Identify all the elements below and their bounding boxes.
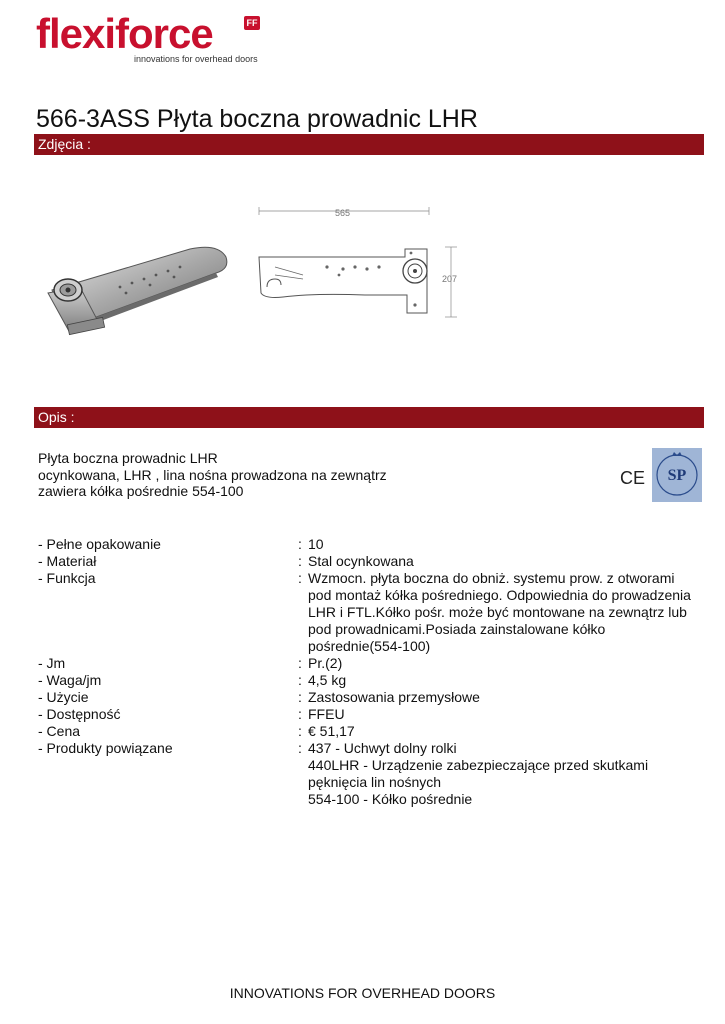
spec-label: - Funkcja [38, 570, 96, 586]
section-bar-photos: Zdjęcia : [34, 134, 704, 155]
spec-value: pod montaż kółka pośredniego. Odpowiednia do prowadzenia [308, 587, 691, 603]
spec-value: FFEU [308, 706, 345, 722]
spec-row: - Cena : € 51,17 [38, 723, 355, 739]
spec-row: - Pełne opakowanie : 10 [38, 536, 324, 552]
spec-value: pod prowadnicami.Posiada zainstalowane kółko [308, 621, 606, 637]
certification-marks [620, 448, 702, 502]
spec-row: - Waga/jm : 4,5 kg [38, 672, 347, 688]
spec-value: 437 - Uchwyt dolny rolki [308, 740, 457, 756]
spec-value: 10 [308, 536, 324, 552]
technical-drawing [255, 175, 465, 345]
spec-value: LHR i FTL.Kółko pośr. może być montowane na zewnątrz lub [308, 604, 687, 620]
description [38, 450, 387, 500]
brand-tagline: innovations for overhead doors [134, 54, 258, 64]
description-line: zawiera kółka pośrednie 554-100 [38, 483, 244, 499]
spec-table [38, 536, 708, 808]
sp-mark-icon: SP [667, 467, 687, 484]
brand-name: flexiforce [36, 10, 213, 57]
spec-value: Zastosowania przemysłowe [308, 689, 480, 705]
spec-row: - Użycie : Zastosowania przemysłowe [38, 689, 480, 705]
product-photo [40, 235, 240, 345]
drawing-width-dim: 565 [335, 208, 351, 218]
spec-label: - Jm [38, 655, 66, 671]
page-title: 566-3ASS Płyta boczna prowadnic LHR [36, 105, 478, 133]
spec-value: 440LHR - Urządzenie zabezpieczające przed skutkami [308, 757, 649, 773]
drawing-height-dim: 207 [442, 274, 458, 284]
description-line: Płyta boczna prowadnic LHR [38, 450, 218, 466]
spec-value: € 51,17 [308, 723, 355, 739]
description-line: ocynkowana, LHR , lina nośna prowadzona na zewnątrz [38, 466, 387, 483]
brand-badge: FF [244, 16, 260, 30]
spec-label: - Użycie [38, 689, 89, 705]
spec-label: - Dostępność [38, 706, 121, 722]
spec-row: - Jm : Pr.(2) [38, 655, 343, 671]
spec-value: Stal ocynkowana [308, 553, 414, 569]
page-footer: INNOVATIONS FOR OVERHEAD DOORS [229, 985, 496, 1001]
spec-row: - Funkcja : Wzmocn. płyta boczna do obniż. systemu prow. z otworami pod montaż kółka pośredniego. Odpowiednia do prowadzenia LHR i FTL.Kółko pośr. może być montowane na zewnątrz lub pod prowadnicami.Posiada zainstalowane kółko pośrednie(554-100) [38, 570, 708, 655]
spec-row: - Dostępność : FFEU [38, 706, 345, 722]
spec-value: Wzmocn. płyta boczna do obniż. systemu prow. z otworami [308, 570, 675, 586]
section-bar-description: Opis : [34, 407, 704, 428]
spec-label: - Produkty powiązane [38, 740, 173, 756]
spec-row: - Produkty powiązane : 437 - Uchwyt dolny rolki 440LHR - Urządzenie zabezpieczające przed skutkami pęknięcia lin nośnych 554-100 - Kółko pośrednie [38, 740, 708, 808]
ce-mark-icon: CE [620, 468, 646, 488]
spec-label: - Pełne opakowanie [38, 536, 161, 552]
spec-value: pęknięcia lin nośnych [308, 774, 442, 790]
spec-label: - Waga/jm [38, 672, 102, 688]
spec-value: 554-100 - Kółko pośrednie [308, 791, 473, 807]
spec-value: Pr.(2) [308, 655, 343, 671]
spec-label: - Cena [38, 723, 81, 739]
spec-label: - Materiał [38, 553, 97, 569]
brand-logo [36, 10, 276, 66]
spec-value: pośrednie(554-100) [308, 638, 431, 654]
spec-row: - Materiał : Stal ocynkowana [38, 553, 414, 569]
spec-value: 4,5 kg [308, 672, 347, 688]
